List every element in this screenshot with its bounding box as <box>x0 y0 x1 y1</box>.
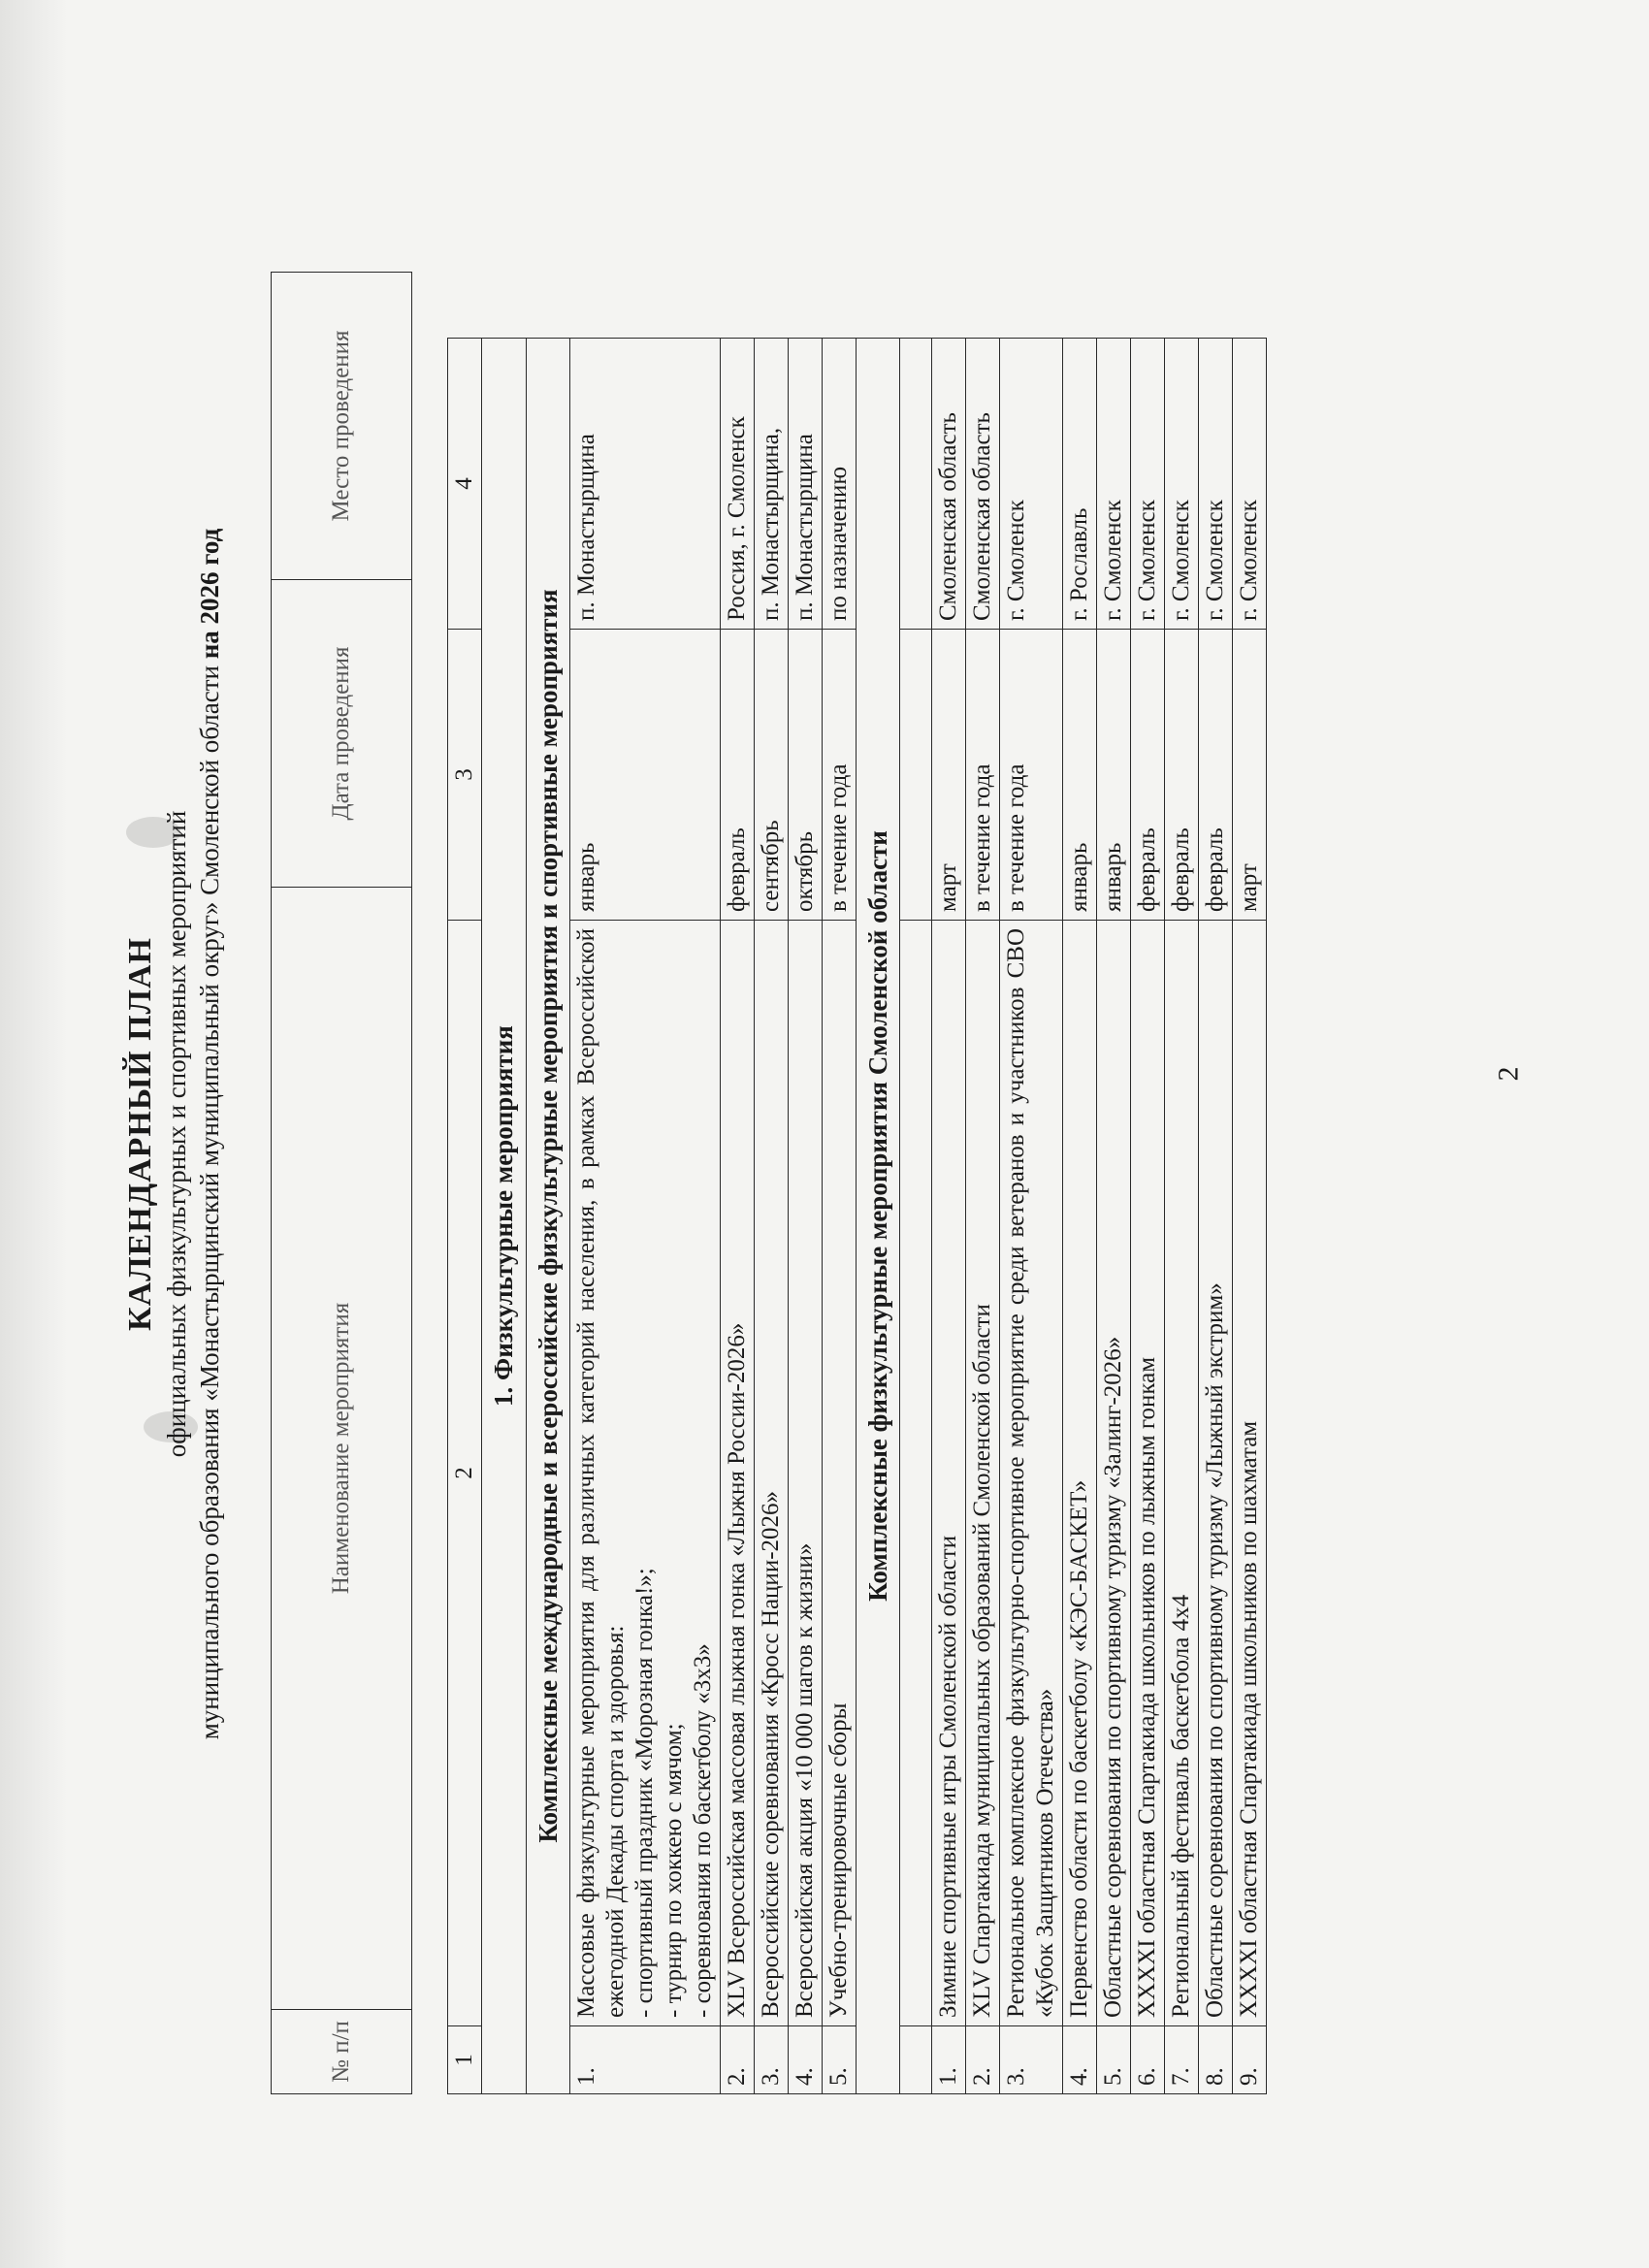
event-date: сентябрь <box>755 630 789 921</box>
row-number: 1. <box>932 2026 966 2094</box>
event-name: Областные соревнования по спортивному туризму «Залинг-2026» <box>1097 921 1131 2026</box>
table-row <box>1199 339 1233 2094</box>
event-date: в течение года <box>823 630 857 921</box>
table-row <box>789 339 823 2094</box>
organization-name: муниципального образования «Монастырщинский муниципальный округ» Смоленской области <box>194 665 224 1740</box>
page-number: 2 <box>1492 1066 1525 1082</box>
event-date: октябрь <box>789 630 823 921</box>
event-name-line: - спортивный праздник «Морозная гонка!»; <box>631 1568 659 2018</box>
table-row <box>1131 339 1165 2094</box>
row-number: 5. <box>823 2026 857 2094</box>
event-date: январь <box>1063 630 1097 921</box>
column-index: 3 <box>448 630 482 921</box>
column-index: 2 <box>448 921 482 2026</box>
row-number: 5. <box>1097 2026 1131 2094</box>
table-row <box>1233 339 1267 2094</box>
event-date: в течение года <box>966 630 1000 921</box>
event-date: февраль <box>1131 630 1165 921</box>
row-number: 4. <box>1063 2026 1097 2094</box>
blank-row <box>900 339 932 2094</box>
event-name: Региональное комплексное физкультурно-спортивное мероприятие среди ветеранов и участников СВО «Кубок Защитников Отечества» <box>1000 921 1063 2026</box>
row-number: 2. <box>721 2026 755 2094</box>
event-place: Россия, г. Смоленск <box>721 339 755 630</box>
document-subtitle: официальных физкультурных и спортивных мероприятий <box>161 810 191 1458</box>
event-name: Первенство области по баскетболу «КЭС-БАСКЕТ» <box>1063 921 1097 2026</box>
event-place: г. Смоленск <box>1165 339 1199 630</box>
event-place: г. Смоленск <box>1000 339 1063 630</box>
row-number: 3. <box>1000 2026 1063 2094</box>
document-header <box>121 115 226 2153</box>
table-row <box>570 339 721 2094</box>
event-name: Всероссийская акция «10 000 шагов к жизни» <box>789 921 823 2026</box>
header-number: № п/п <box>272 2010 412 2094</box>
event-place: п. Монастырщина <box>570 339 721 630</box>
rotated-page <box>121 115 1528 2153</box>
table-row <box>1165 339 1199 2094</box>
event-place: по назначению <box>823 339 857 630</box>
header-date: Дата проведения <box>272 580 412 888</box>
event-place: п. Монастырщина <box>789 339 823 630</box>
row-number: 6. <box>1131 2026 1165 2094</box>
event-name: Региональный фестиваль баскетбола 4х4 <box>1165 921 1199 2026</box>
event-name: XXXXI областная Спартакиада школьников по шахматам <box>1233 921 1267 2026</box>
event-name-line: - турнир по хоккею с мячом; <box>661 1723 688 2018</box>
scan-edge <box>0 0 68 2268</box>
event-date: в течение года <box>1000 630 1063 921</box>
event-name: XXXXI областная Спартакиада школьников по лыжным гонкам <box>1131 921 1165 2026</box>
table-row <box>932 339 966 2094</box>
section-title-row <box>482 339 526 2094</box>
subsection-title-row <box>857 339 900 2094</box>
event-name: XLV Спартакиада муниципальных образований Смоленской области <box>966 921 1000 2026</box>
header-name: Наименование мероприятия <box>272 888 412 2010</box>
event-place: г. Смоленск <box>1199 339 1233 630</box>
row-number: 2. <box>966 2026 1000 2094</box>
column-index: 1 <box>448 2026 482 2094</box>
table-row <box>1000 339 1063 2094</box>
event-date: февраль <box>1165 630 1199 921</box>
event-place: Смоленская область <box>932 339 966 630</box>
event-date: февраль <box>1199 630 1233 921</box>
event-place: г. Смоленск <box>1131 339 1165 630</box>
event-name: Зимние спортивные игры Смоленской области <box>932 921 966 2026</box>
table-row <box>721 339 755 2094</box>
event-date: февраль <box>721 630 755 921</box>
event-date: январь <box>570 630 721 921</box>
subsection-title-row <box>526 339 569 2094</box>
table-row <box>1097 339 1131 2094</box>
row-number: 1. <box>570 2026 721 2094</box>
event-place: г. Рославль <box>1063 339 1097 630</box>
document-title: КАЛЕНДАРНЫЙ ПЛАН <box>122 937 158 1331</box>
event-place: п. Монастырщина, <box>755 339 789 630</box>
document-organization-line <box>194 115 227 2153</box>
table-row <box>1063 339 1097 2094</box>
table-row <box>755 339 789 2094</box>
events-table <box>447 338 1267 2094</box>
section-title: 1. Физкультурные мероприятия <box>482 339 526 2094</box>
event-date: январь <box>1097 630 1131 921</box>
table-row <box>966 339 1000 2094</box>
event-name-line: Массовые физкультурные мероприятия для различных категорий населения, в рамках Всероссийской ежегодной Декады спорта и здоровья: <box>573 928 630 2018</box>
plan-year: на 2026 год <box>194 528 224 660</box>
event-name: Учебно-тренировочные сборы <box>823 921 857 2026</box>
header-table <box>271 272 412 2094</box>
event-name: XLV Всероссийская массовая лыжная гонка «Лыжня России-2026» <box>721 921 755 2026</box>
row-number: 7. <box>1165 2026 1199 2094</box>
event-place: Смоленская область <box>966 339 1000 630</box>
subsection-title: Комплексные физкультурные мероприятия Смоленской области <box>857 339 900 2094</box>
row-number: 8. <box>1199 2026 1233 2094</box>
row-number: 4. <box>789 2026 823 2094</box>
header-place: Место проведения <box>272 273 412 580</box>
event-date: март <box>932 630 966 921</box>
event-name: Областные соревнования по спортивному туризму «Лыжный экстрим» <box>1199 921 1233 2026</box>
event-place: г. Смоленск <box>1097 339 1131 630</box>
row-number: 9. <box>1233 2026 1267 2094</box>
event-name: Всероссийские соревнования «Кросс Нации-2026» <box>755 921 789 2026</box>
column-index: 4 <box>448 339 482 630</box>
table-row <box>823 339 857 2094</box>
column-index-row <box>448 339 482 2094</box>
event-name <box>570 921 721 2026</box>
event-name-line: - соревнования по баскетболу «3х3» <box>690 1643 717 2018</box>
event-date: март <box>1233 630 1267 921</box>
row-number: 3. <box>755 2026 789 2094</box>
subsection-title: Комплексные международные и всероссийские физкультурные мероприятия и спортивные мероприятия <box>526 339 569 2094</box>
event-place: г. Смоленск <box>1233 339 1267 630</box>
